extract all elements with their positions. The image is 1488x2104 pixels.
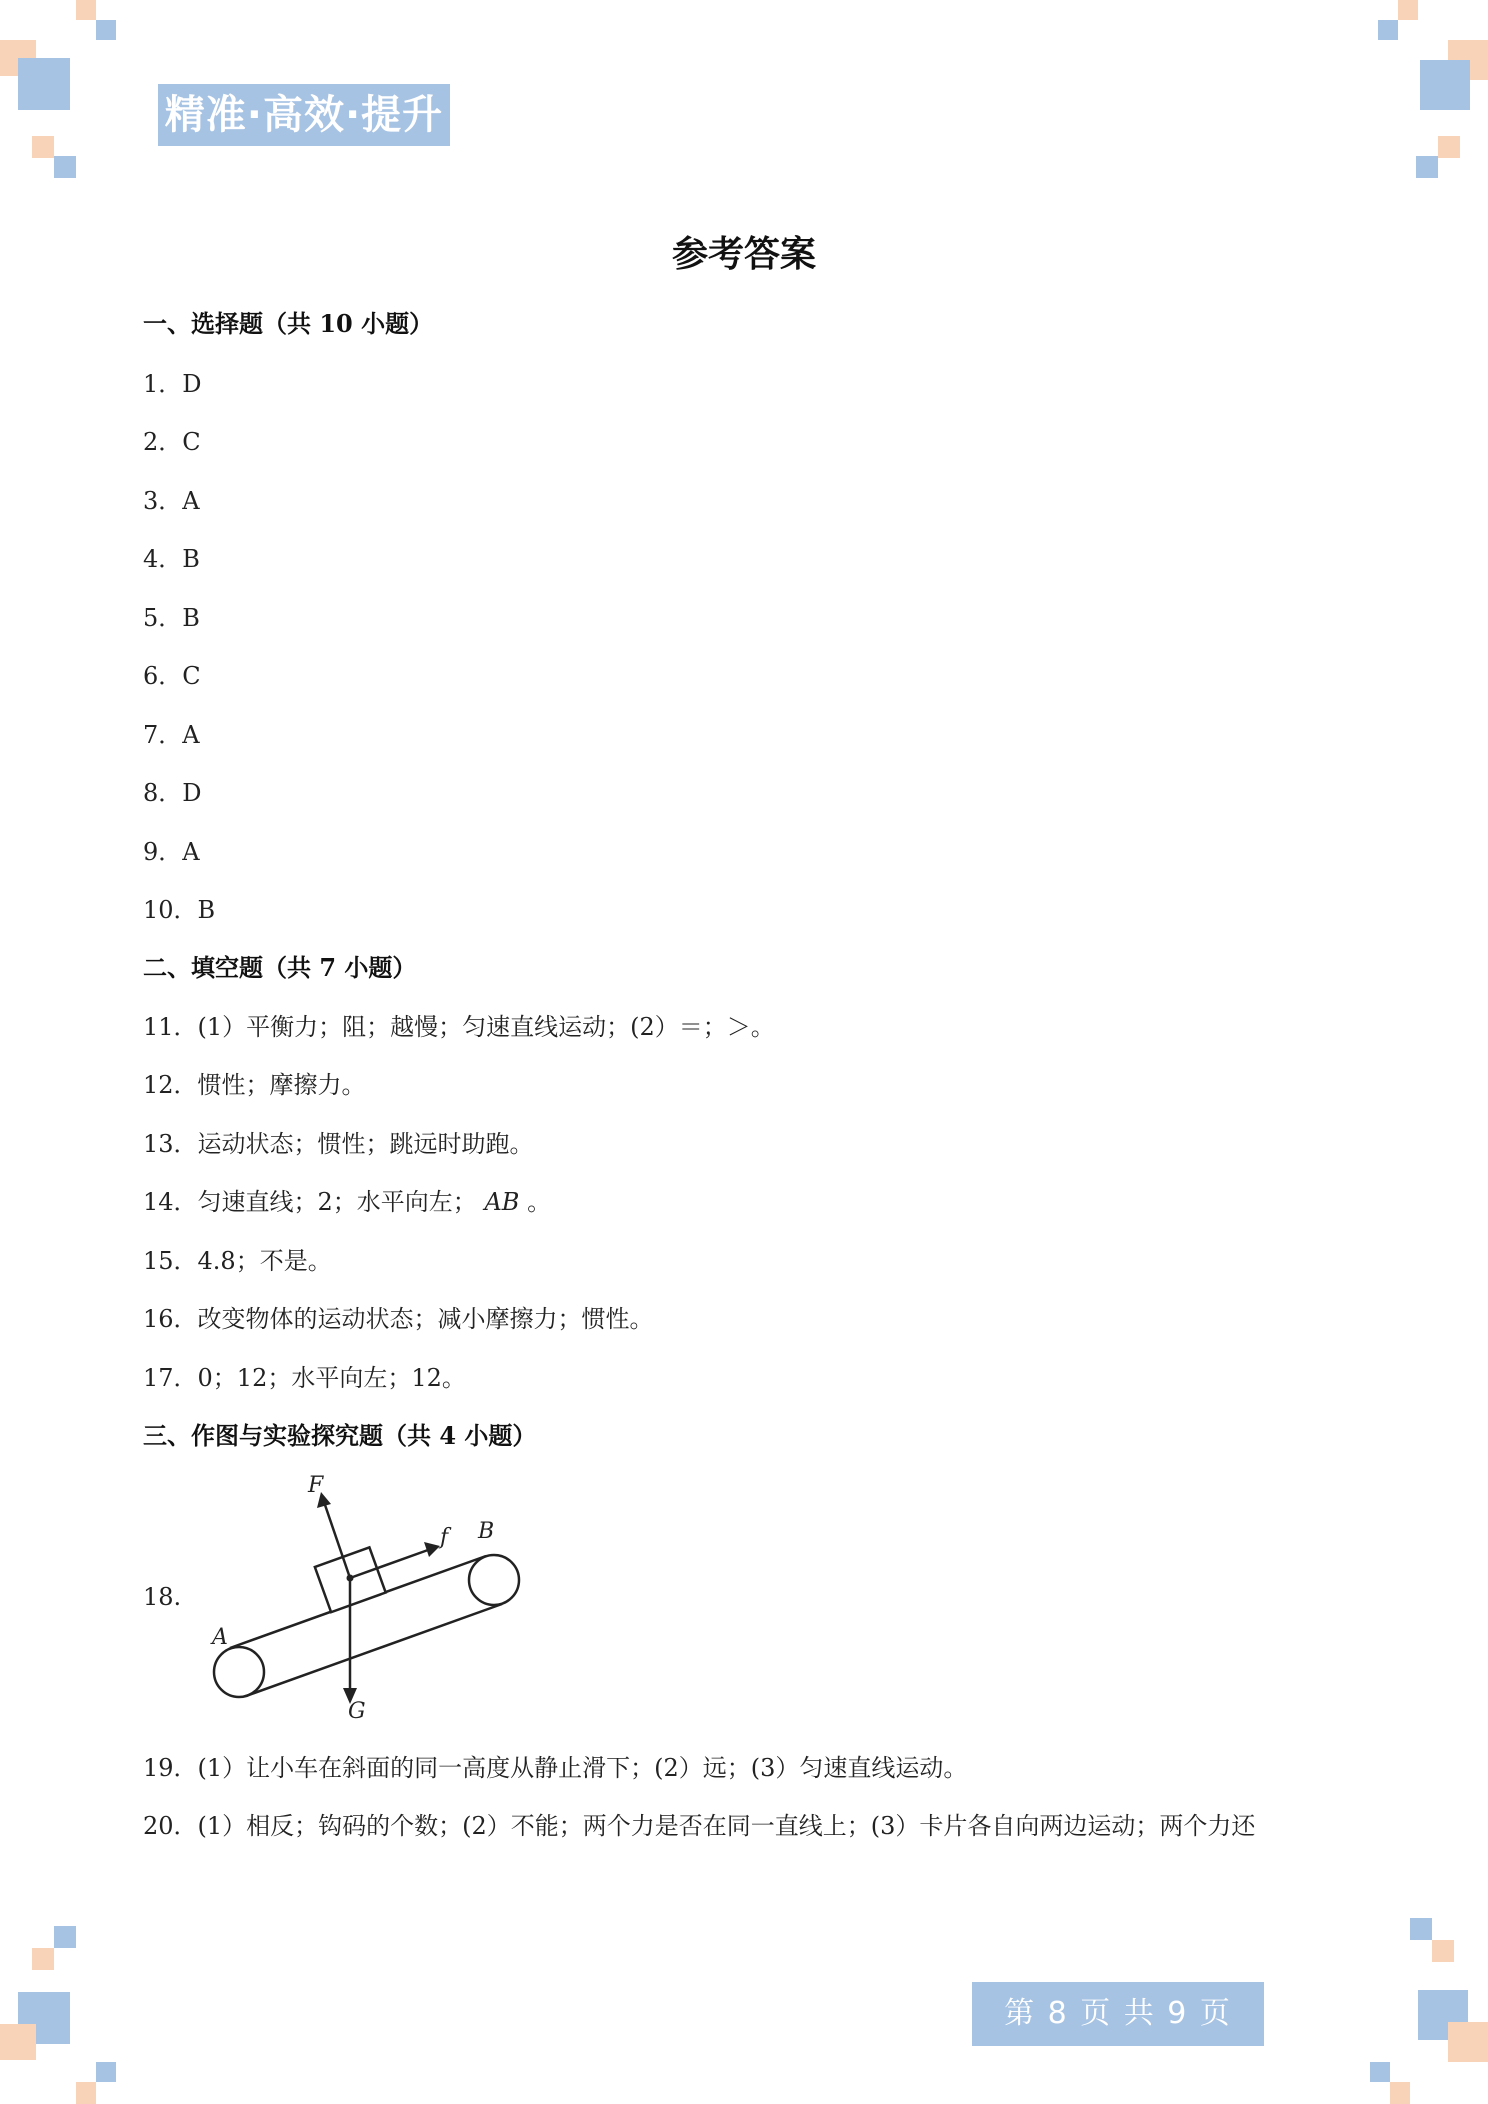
answer-item: 1．D bbox=[143, 370, 202, 398]
answer-item: 3．A bbox=[143, 487, 200, 515]
answer-item: 10．B bbox=[143, 896, 216, 924]
belt-bottom-edge bbox=[246, 1604, 502, 1696]
label-f: f bbox=[440, 1525, 449, 1550]
answer-item-15: 15．4.8；不是。 bbox=[143, 1247, 332, 1275]
answer-item: 7．A bbox=[143, 721, 200, 749]
answer-14-ab: AB bbox=[484, 1188, 520, 1216]
section-heading-fill: 二、填空题（共 7 小题） bbox=[143, 953, 417, 982]
answer-item: 4．B bbox=[143, 545, 200, 573]
page-title: 参考答案 bbox=[671, 233, 816, 275]
answer-item-12: 12．惯性；摩擦力。 bbox=[143, 1071, 366, 1099]
answer-item: 8．D bbox=[143, 779, 202, 807]
answer-14-end: 。 bbox=[527, 1188, 552, 1216]
answer-item-13: 13．运动状态；惯性；跳远时助跑。 bbox=[143, 1130, 534, 1158]
section-heading-choice: 一、选择题（共 10 小题） bbox=[143, 309, 434, 338]
label-F: F bbox=[308, 1473, 324, 1498]
answer-14-text: 14．匀速直线；2；水平向左； bbox=[143, 1188, 477, 1216]
answer-item-20: 20．(1）相反；钩码的个数；(2）不能；两个力是否在同一直线上；(3）卡片各自向两边运动；两个力还 bbox=[143, 1812, 1256, 1840]
answer-item-18: 18. bbox=[143, 1583, 182, 1611]
answer-item-17: 17．0；12；水平向左；12。 bbox=[143, 1364, 466, 1392]
brand-banner: 精准·高效·提升 bbox=[158, 84, 450, 146]
answer-item-11: 11．(1）平衡力；阻；越慢；匀速直线运动；(2）＝；＞。 bbox=[143, 1013, 775, 1041]
force-diagram bbox=[200, 1470, 540, 1725]
answer-item-16: 16．改变物体的运动状态；减小摩擦力；惯性。 bbox=[143, 1305, 654, 1333]
section-heading-experiment: 三、作图与实验探究题（共 4 小题） bbox=[143, 1421, 537, 1450]
label-G: G bbox=[348, 1699, 366, 1724]
roller-a-icon bbox=[214, 1647, 264, 1697]
answer-item: 5．B bbox=[143, 604, 200, 632]
answer-item: 6．C bbox=[143, 662, 201, 690]
answer-item: 2．C bbox=[143, 428, 201, 456]
answer-item-19: 19．(1）让小车在斜面的同一高度从静止滑下；(2）远；(3）匀速直线运动。 bbox=[143, 1754, 968, 1782]
roller-b-icon bbox=[469, 1555, 519, 1605]
label-A: A bbox=[212, 1625, 228, 1650]
page-number-banner: 第 8 页 共 9 页 bbox=[972, 1982, 1264, 2046]
answer-item: 9．A bbox=[143, 838, 200, 866]
label-B: B bbox=[478, 1519, 495, 1544]
answer-item-14 bbox=[143, 1182, 551, 1217]
